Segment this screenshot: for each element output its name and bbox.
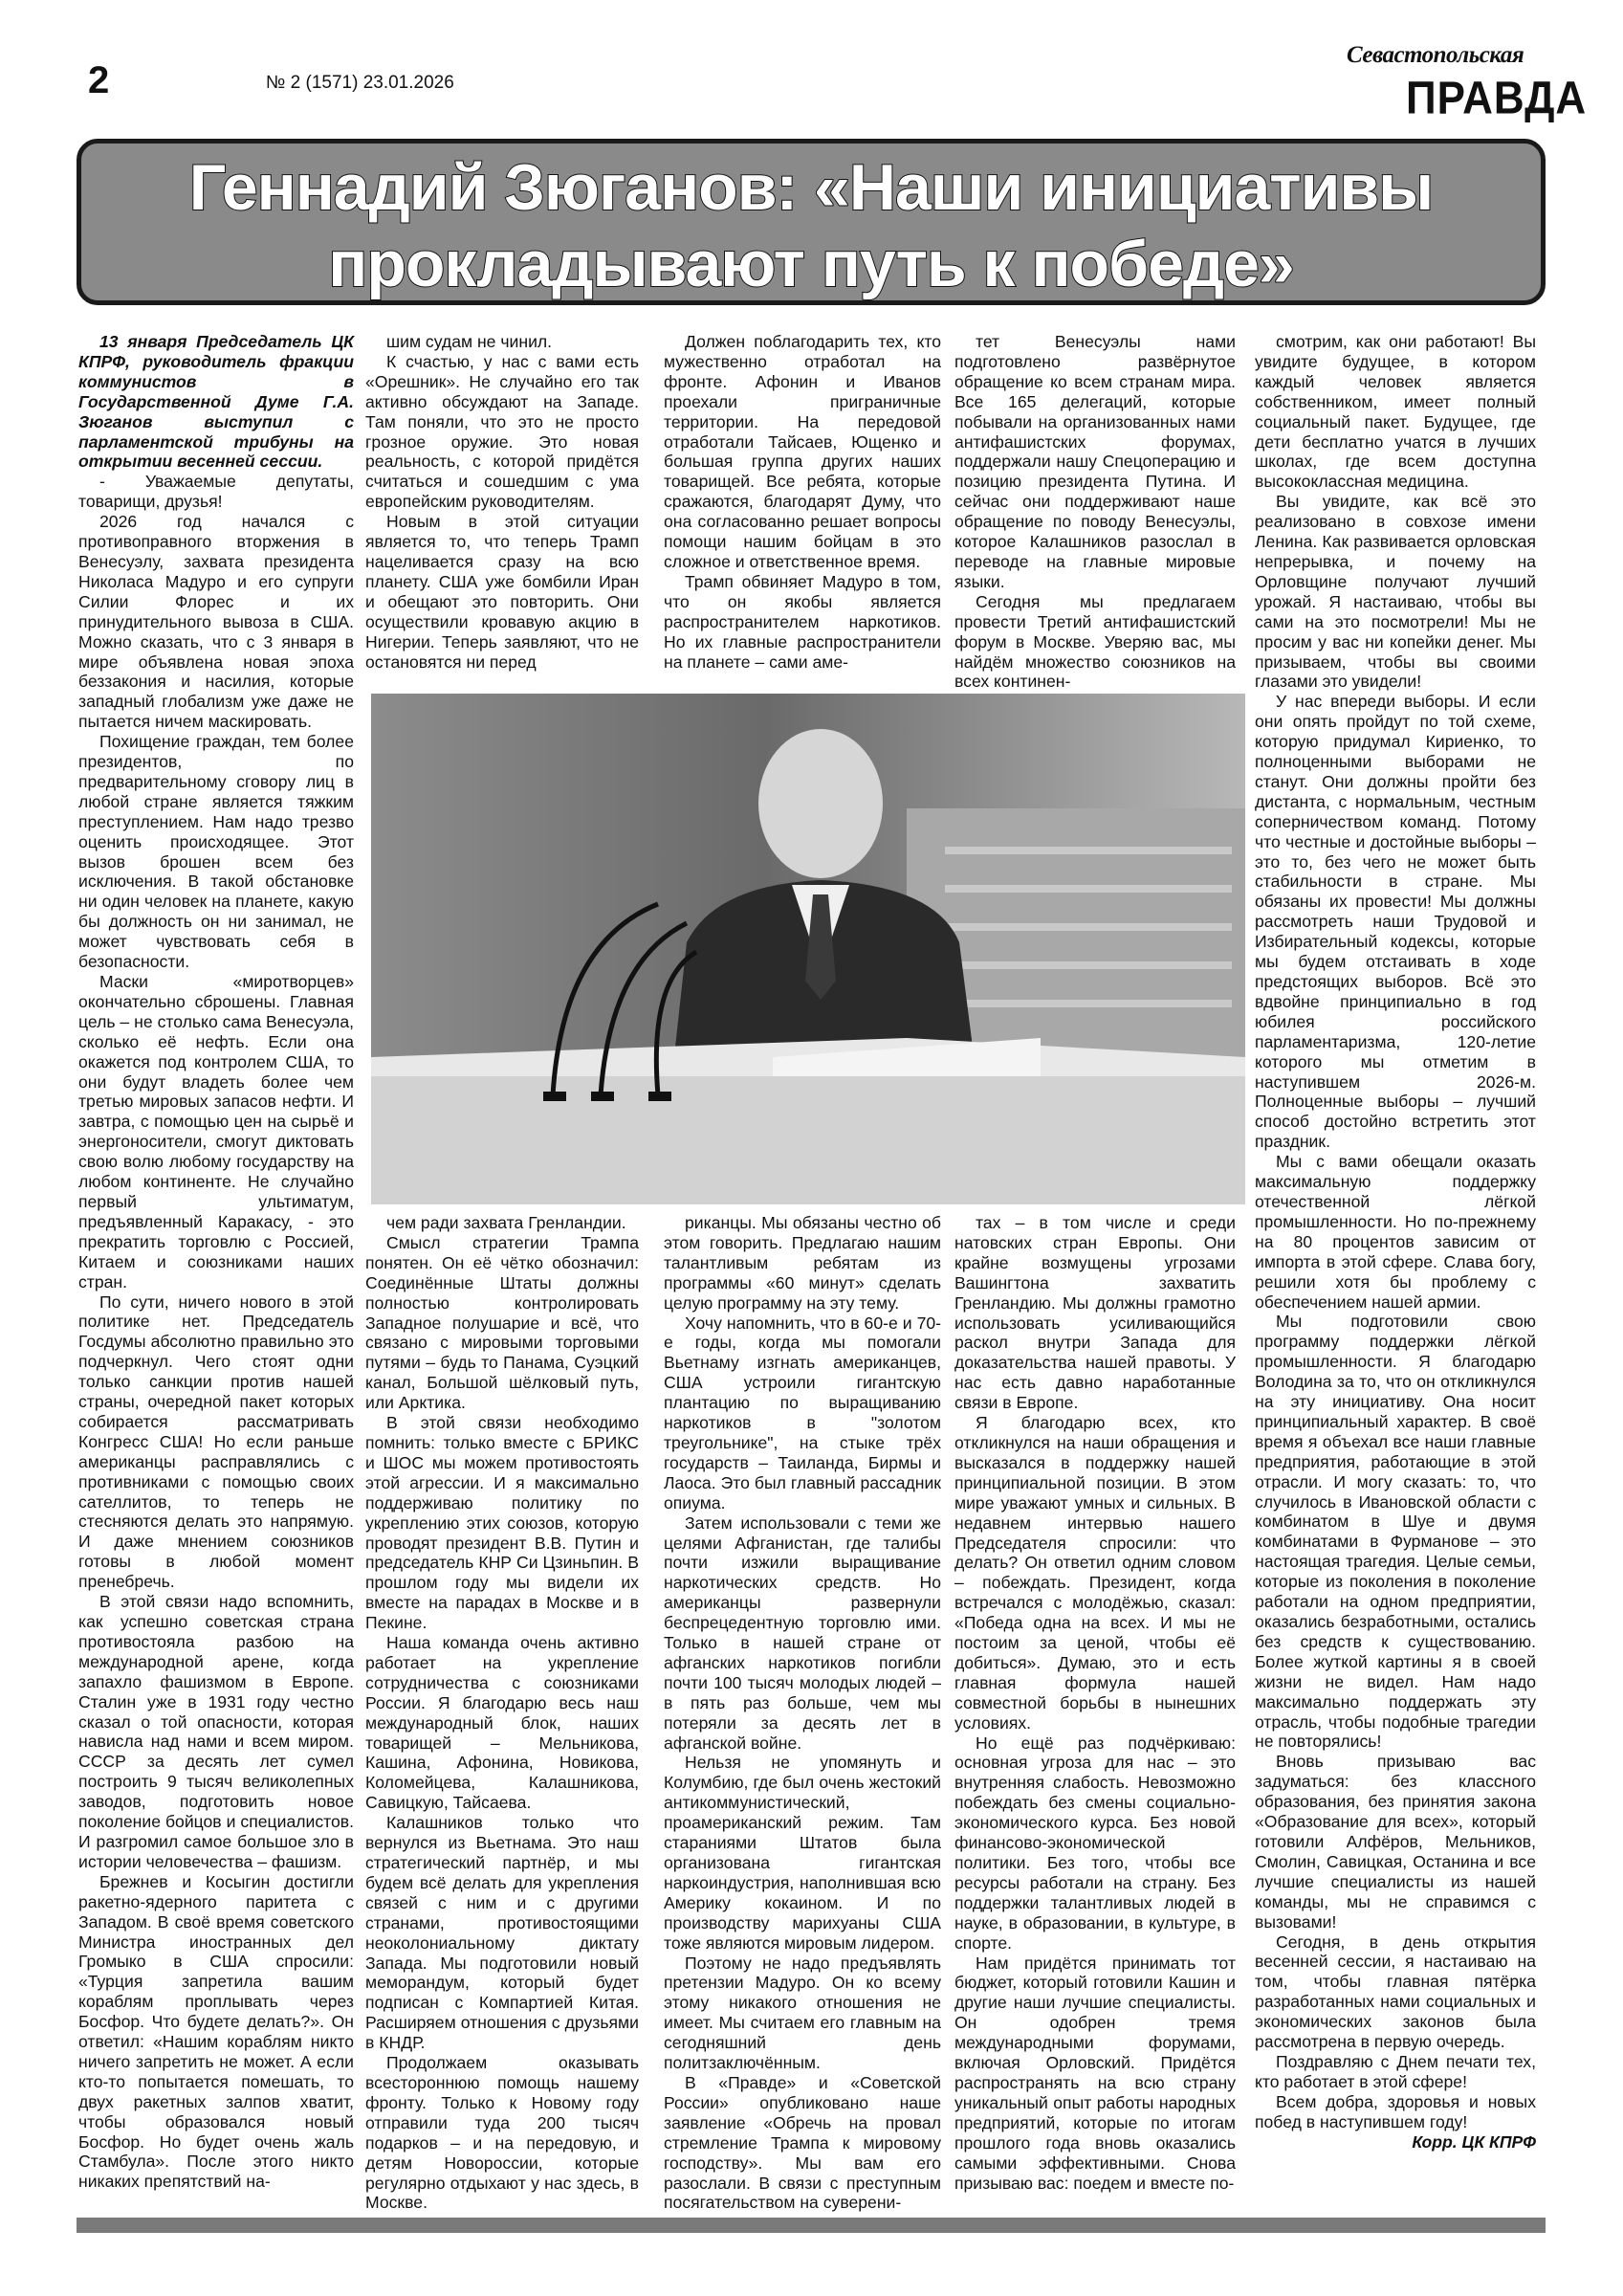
column-2-bottom [365,1213,639,2213]
article-paragraph: В «Правде» и «Советской России» опубликовано наше заявление «Обречь на провал стремление Трампа к мировому господству». Мы вам его разослали. В связи с преступным посягательством на суверени- [664,2072,941,2213]
logo-bottom-text: ПРАВДА [1406,72,1588,124]
article-paragraph: тет Венесуэлы нами подготовлено развёрнутое обращение ко всем странам мира. Все 165 делегаций, которые побывали на организованных нами антифашистских форумах, поддержали нашу Спецоперацию и позицию президента Путина. И сейчас они поддерживают наше обращение по поводу Венесуэлы, которое Калашников разослал в переводе на главные мировые языки. [954,332,1236,591]
column-2-top [365,332,639,672]
article-paragraph: шим судам не чинил. [386,332,553,351]
article-paragraph: Брежнев и Косыгин достигли ракетно-ядерного паритета с Западом. В своё время советского Министра иностранных дел Громыко в США спросили: «Турция запретила вашим кораблям проплывать через Босфор. Что будете делать?». Он ответил: «Нашим кораблям никто ничего запретить не может. А если кто-то попытается помешать, то двух ракетных залпов хватит, чтобы образовался новый Босфор. Но будет очень жаль Стамбула». После этого никто никаких препятствий на- [78,1871,354,2192]
column-4-top [954,332,1236,692]
newspaper-logo [1347,42,1588,128]
article-paragraph: смотрим, как они работают! Вы увидите будущее, в котором каждый человек является собственником, имеет полный социальный пакет. Будущее, где дети бесплатно учатся в лучших школах, где всем доступна высококлассная медицина. [1255,332,1536,492]
article-paragraph: Я благодарю всех, кто откликнулся на наши обращения и высказался в поддержку нашей принципиальной позиции. В этом мире уважают умных и сильных. В недавнем интервью нашего Председателя спросили: что делать? Он ответил одним словом – побеждать. Президент, когда встречался с молодёжью, сказал: «Победа одна на всех. И мы не постоим за ценой, чтобы её добиться». Думаю, это и есть главная формула нашей совместной борьбы в нынешних условиях. [954,1413,1236,1733]
article-paragraph: Наша команда очень активно работает на укрепление сотрудничества с союзниками России. Я благодарю весь наш международный блок, наших товарищей – Мельникова, Кашина, Афонина, Новикова, Коломейцева, Калашникова, Савицкую, Тайсаева. [365,1633,639,1813]
article-paragraph: Вновь призываю вас задуматься: без классного образования, без принятия закона «Образование для всех», который готовили Алфёров, Мельников, Смолин, Савицкая, Останина и все лучшие специалисты из нашей команды, мы не справимся с вызовами! [1255,1752,1536,1932]
article-paragraph: Хочу напомнить, что в 60-е и 70-е годы, когда мы помогали Вьетнаму изгнать американцев, США устроили гигантскую плантацию по выращиванию наркотиков в "золотом треугольнике", на стыке трёх государств – Таиланда, Бирмы и Лаоса. Это был главный рассадник опиума. [664,1313,941,1512]
article-paragraph: - Уважаемые депутаты, товарищи, друзья! [78,472,354,512]
lead-paragraph: 13 января Председатель ЦК КПРФ, руководитель фракции коммунистов в Государственной Думе Г.А. Зюганов выступил с парламентской трибуны на открытии весенней сессии. [78,332,354,472]
photo-zyuganov-podium [371,694,1245,1204]
article-paragraph: Должен поблагодарить тех, кто мужественно отработал на фронте. Афонин и Иванов проехали приграничные территории. На передовой отработали Тайсаев, Ющенко и большая группа других наших товарищей. Все ребята, которые сражаются, благодарят Думу, что она согласованно решает вопросы помощи нашим бойцам в это сложное и ответственное время. [664,332,941,571]
article-paragraph: По сути, ничего нового в этой политике нет. Председатель Госдумы абсолютно правильно это подчеркнул. Чего стоят одни только санкции против нашей страны, очередной пакет которых собирается рассматривать Конгресс США! Но если раньше американцы расправлялись с противниками с помощью своих сателлитов, то теперь не стесняются делать это напрямую. И даже мнением союзников готовы в любой момент пренебречь. [78,1292,354,1592]
column-4-bottom [954,1213,1236,2193]
headline: Геннадий Зюганов: «Наши инициативы прокладывают путь к победе» [188,151,1434,300]
column-3-top [664,332,941,672]
article-paragraph: Сегодня, в день открытия весенней сессии, я настаиваю на том, чтобы главная пятёрка разработанных нами социальных и экономических законов была рассмотрена в первую очередь. [1255,1932,1536,2052]
article-paragraph: 2026 год начался с противоправного вторжения в Венесуэлу, захвата президента Николаса Мадуро и его супруги Силии Флорес и их принудительного вывоза в США. Можно сказать, что с 3 января в мире объявлена новая эпоха беззакония и насилия, которые западный глобализм уже даже не пытается ничем маскировать. [78,512,354,732]
headline-box [77,139,1546,305]
column-3-bottom [664,1213,941,2213]
article-paragraph: В этой связи надо вспомнить, как успешно советская страна противостояла разбою на международной арене, когда запахло фашизмом в Европе. Сталин уже в 1931 году честно сказал о той опасности, которая нависла над нами и всем миром. СССР за десять лет сумел построить 9 тысяч великолепных заводов, подготовить новое поколение бойцов и специалистов. И разгромил самое большое зло в истории человечества – фашизм. [78,1592,354,1871]
article-paragraph: Продолжаем оказывать всестороннюю помощь нашему фронту. Только к Новому году отправили туда 200 тысяч подарков – и на передовую, и детям Новороссии, которые регулярно отдыхают у нас здесь, в Москве. [365,2053,639,2213]
article-paragraph: Но ещё раз подчёркиваю: основная угроза для нас – это внутренняя слабость. Невозможно побеждать без смены социально-экономического курса. Без новой финансово-экономической политики. Без того, чтобы все ресурсы работали на страну. Без поддержки талантливых людей в науке, в образовании, в культуре, в спорте. [954,1733,1236,1953]
column-5 [1255,332,1536,2152]
article-paragraph: Новым в этой ситуации является то, что теперь Трамп нацеливается сразу на всю планету. США уже бомбили Иран и обещают это повторить. Они осуществили кровавую акцию в Нигерии. Теперь заявляют, что не остановятся ни перед [365,512,639,672]
article-paragraph: Затем использовали с теми же целями Афганистан, где талибы почти изжили выращивание наркотических средств. Но американцы развернули беспрецедентную торговлю ими. Только в нашей стране от афганских наркотиков погибли почти 100 тысяч молодых людей – в пять раз больше, чем мы потеряли за десять лет в афганской войне. [664,1512,941,1753]
article-paragraph: К счастью, у нас с вами есть «Орешник». Не случайно его так активно обсуждают на Западе. Там поняли, что это не просто грозное оружие. Это новая реальность, с которой придётся считаться и сошедшим с ума европейским руководителям. [365,351,639,512]
logo-top-text: Севастопольская [1347,42,1524,68]
article-paragraph: Мы подготовили свою программу поддержки лёгкой промышленности. Я благодарю Володина за то, что он откликнулся на эту инициативу. Она носит принципиальный характер. В своё время я объехал все наши главные предприятия, работающие в этой отрасли. И могу сказать: то, что случилось в Ивановской области с комбинатом в Шуе и двумя комбинатами в Фурманове – это настоящая трагедия. Целые семьи, которые из поколения в поколение работали на одном предприятии, оказались безработными, остались без средств к существованию. Более жуткой картины я в своей жизни не видел. Нам надо максимально поддержать эту отрасль, чтобы подобные трагедии не повторялись! [1255,1312,1536,1752]
article-paragraph: Нельзя не упомянуть и Колумбию, где был очень жестокий антикоммунистический, проамериканский режим. Там стараниями Штатов была организована гигантская наркоиндустрия, наполнившая всю Америку кокаином. И по производству марихуаны США тоже являются мировым лидером. [664,1753,941,1953]
article-paragraph: В этой связи необходимо помнить: только вместе с БРИКС и ШОС мы можем противостоять этой агрессии. И я максимально поддерживаю политику по укреплению этих союзов, которую проводят президент В.В. Путин и председатель КНР Си Цзиньпин. В прошлом году мы видели их вместе на парадах в Москве и в Пекине. [365,1413,639,1633]
article-paragraph: Нам придётся принимать тот бюджет, который готовили Кашин и другие наши лучшие специалисты. Он одобрен тремя международными форумами, включая Орловский. Придётся распространять на всю страну уникальный опыт работы народных предприятий, которые по итогам прошлого года вновь оказались самыми эффективными. Снова призываю вас: поедем и вместе по- [954,1953,1236,2193]
article-paragraph: чем ради захвата Гренландии. [386,1213,626,1232]
footer-bar [77,2218,1546,2233]
article-paragraph: Трамп обвиняет Мадуро в том, что он якобы является распространителем наркотиков. Но их главные распространители на планете – сами аме- [664,571,941,672]
article-paragraph: Всем добра, здоровья и новых побед в наступившем году! [1255,2091,1536,2131]
article-paragraph: Сегодня мы предлагаем провести Третий антифашистский форум в Москве. Уверяю вас, мы найдём множество союзников на всех континен- [954,591,1236,692]
signature: Корр. ЦК КПРФ [1412,2131,1536,2152]
article-paragraph: риканцы. Мы обязаны честно об этом говорить. Предлагаю нашим талантливым ребятам из программы «60 минут» сделать целую программу на эту тему. [664,1213,941,1313]
article-paragraph: Поздравляю с Днем печати тех, кто работает в этой сфере! [1255,2051,1536,2091]
article-paragraph: Поэтому не надо предъявлять претензии Мадуро. Он ко всему этому никакого отношения не имеет. Мы считаем его главным на сегодняшний день политзаключённым. [664,1953,941,2073]
article-paragraph: Похищение граждан, тем более президентов, по предварительному сговору лиц в любой стране является тяжким преступлением. Нам надо трезво оценить происходящее. Этот вызов брошен всем без исключения. В такой обстановке ни один человек на планете, какую бы должность он ни занимал, не может чувствовать себя в безопасности. [78,732,354,972]
article-paragraph: тах – в том числе и среди натовских стран Европы. Они крайне возмущены угрозами Вашингтона захватить Гренландию. Мы должны грамотно использовать усиливающийся раскол внутри Запада для доказательства нашей правоты. У нас есть давно наработанные связи в Европе. [954,1213,1236,1413]
issue-info: № 2 (1571) 23.01.2026 [266,73,454,93]
article-paragraph: Калашников только что вернулся из Вьетнама. Это наш стратегический партнёр, и мы будем всё делать для укрепления связей с ним и с другими странами, противостоящими неоколониальному диктату Запада. Мы подготовили новый меморандум, который будет подписан с Компартией Китая. Расширяем отношения с друзьями в КНДР. [365,1813,639,2053]
article-paragraph: У нас впереди выборы. И если они опять пройдут по той схеме, которую придумал Кириенко, то полноценными выборами не станут. Они должны пройти без дистанта, с нормальным, честным соперничеством команд. Потому что честные и достойные выборы – это то, без чего не может быть стабильности в стране. Мы обязаны их провести! Мы должны рассмотреть наши Трудовой и Избирательный кодексы, которые мы будем отстаивать в ходе предстоящих выборов. Всё это вдвойне принципиально в год юбилея российского парламентаризма, 120-летие которого мы отметим в наступившем 2026-м. Полноценные выборы – лучший способ достойно встретить этот праздник. [1255,692,1536,1152]
article-paragraph: Вы увидите, как всё это реализовано в совхозе имени Ленина. Как развивается орловская непрерывка, и почему на Орловщине получают лучший урожай. Я настаиваю, чтобы вы сами на это посмотрели! Мы не просим у вас ни копейки денег. Мы призываем, чтобы вы своими глазами это увидели! [1255,492,1536,692]
photo-illustration [371,694,1245,1204]
column-1 [78,332,354,2192]
article-paragraph: Мы с вами обещали оказать максимальную поддержку отечественной лёгкой промышленности. Но по-прежнему на 80 процентов зависим от импорта в этой сфере. Слава богу, решили хотя бы проблему с обеспечением нашей армии. [1255,1152,1536,1312]
article-paragraph: Смысл стратегии Трампа понятен. Он её чётко обозначил: Соединённые Штаты должны полностью контролировать Западное полушарие и всё, что связано с мировыми торговыми путями – будь то Панама, Суэцкий канал, Большой шёлковый путь, или Арктика. [365,1232,639,1413]
page-number: 2 [88,59,110,101]
article-paragraph: Маски «миротворцев» окончательно сброшены. Главная цель – не столько сама Венесуэла, сколько её нефть. Если она окажется под контролем США, то они будут владеть более чем третью мировых запасов нефти. И завтра, с помощью цен на сырьё и энергоносители, смогут диктовать свою волю любому государству на любом континенте. Не случайно первый ультиматум, предъявленный Каракасу, - это прекратить торговлю с Россией, Китаем и союзниками наших стран. [78,972,354,1292]
